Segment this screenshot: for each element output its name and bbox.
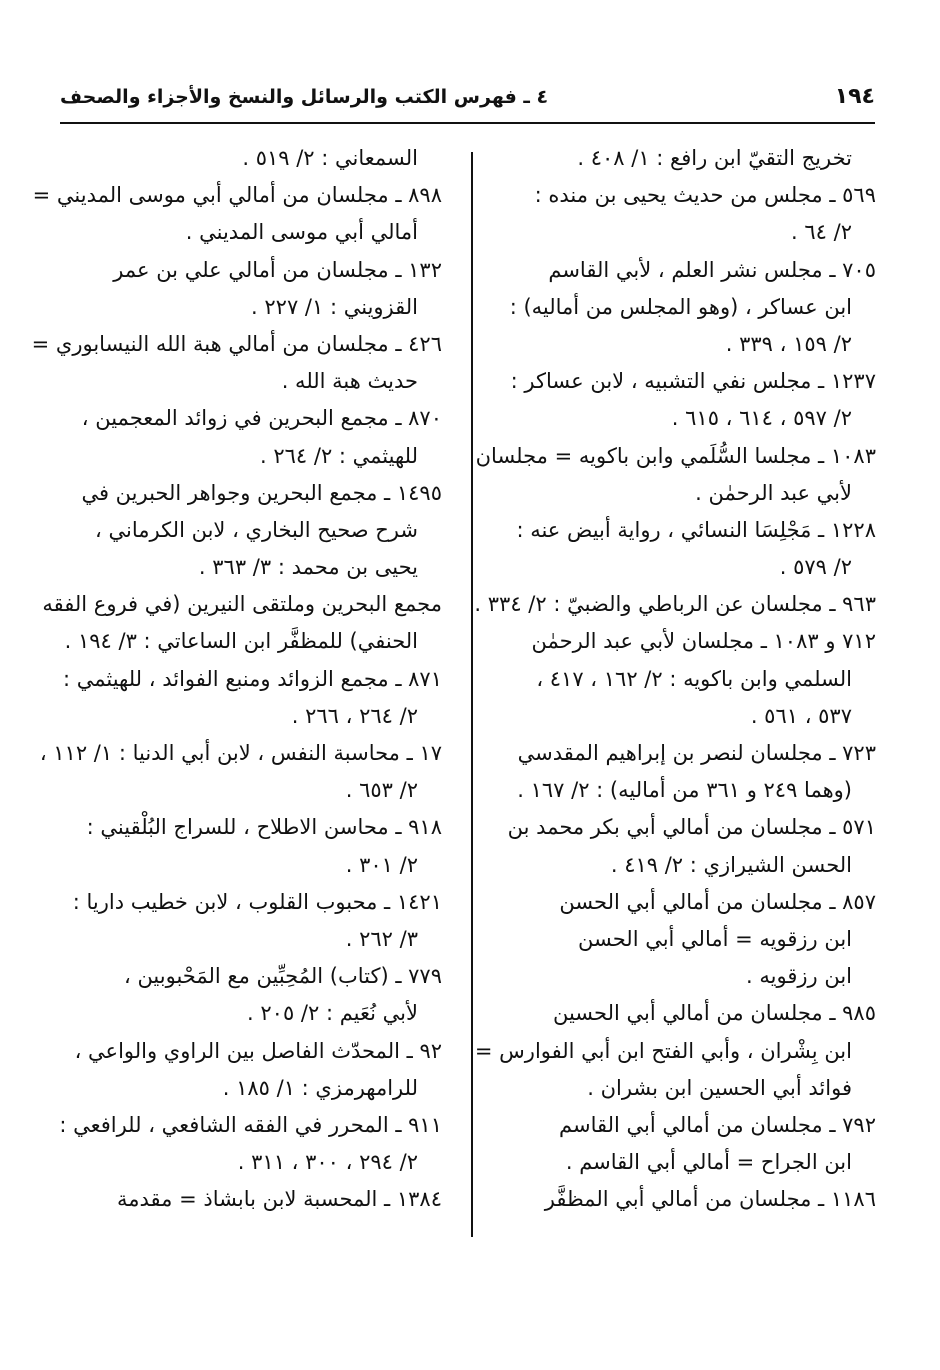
index-entry-line: تخريج التقيّ ابن رافع : ١/ ٤٠٨ . xyxy=(577,146,852,170)
index-entry-line: ٥٧١ ـ مجلسان من أمالي أبي بكر محمد بن xyxy=(507,815,876,840)
index-entry-line: ٣/ ٢٦٢ . xyxy=(345,926,418,951)
index-entry-line: أمالي أبي موسى المديني . xyxy=(185,220,418,245)
index-entry-line: ٧٩٢ ـ مجلسان من أمالي أبي القاسم xyxy=(559,1112,876,1137)
index-entry-line: ١٣٢ ـ مجلسان من أمالي علي بن عمر xyxy=(113,257,442,282)
index-entry-line: فوائد أبي الحسين ابن بشران . xyxy=(587,1075,852,1100)
index-entry-line: ٢/ ٥٧٩ . xyxy=(779,555,852,580)
index-entry-line: ٨٧٠ ـ مجمع البحرين في زوائد المعجمين ، xyxy=(81,406,442,431)
index-entry-line: ٢/ ٦٤ . xyxy=(791,220,852,245)
index-entry-line: السمعاني : ٢/ ٥١٩ . xyxy=(242,146,418,170)
index-entry-line: لأبي نُعَيم : ٢/ ٢٠٥ . xyxy=(247,1001,418,1026)
index-entry-line: الحسن الشيرازي : ٢/ ٤١٩ . xyxy=(610,852,852,877)
index-entry-line: ٩١١ ـ المحرر في الفقه الشافعي ، للرافعي : xyxy=(59,1112,442,1137)
index-entry-line: ١٢٣٧ ـ مجلس نفي التشبيه ، لابن عساكر : xyxy=(510,369,876,394)
index-entry-line: ٢/ ٢٩٤ ، ٣٠٠ ، ٣١١ . xyxy=(237,1150,418,1175)
index-entry-line: ١١٨٦ ـ مجلسان من أمالي أبي المظفَّر xyxy=(544,1187,876,1212)
index-entry-line: ٥٦٩ ـ مجلس من حديث يحيى بن منده : xyxy=(534,183,876,208)
index-entry-line: ١٠٨٣ ـ مجلسا السُّلَمي وابن باكويه = مجلسان xyxy=(475,443,876,468)
index-entry-line: ٢/ ٥٩٧ ، ٦١٤ ، ٦١٥ . xyxy=(671,406,852,431)
index-entry-line: يحيى بن محمد : ٣/ ٣٦٣ . xyxy=(198,555,418,580)
page-header xyxy=(60,82,875,124)
index-entry-line: (وهما ٢٤٩ و ٣٦١ من أماليه) : ٢/ ١٦٧ . xyxy=(517,778,852,803)
index-entry-line: ٢/ ٦٥٣ . xyxy=(345,778,418,803)
index-entry-line: ابن الجراح = أمالي أبي القاسم . xyxy=(565,1150,852,1175)
index-column-left xyxy=(31,140,442,1218)
index-entry-line: ٧٧٩ ـ (كتاب) المُحِبِّين مع المَحْبوبين ، xyxy=(123,964,442,989)
index-entry-line: ابن بِشْران ، وأبي الفتح ابن أبي الفوارس = xyxy=(474,1038,852,1063)
index-entry-line: ١٣٨٤ ـ المحسبة لابن بابشاذ = مقدمة xyxy=(117,1187,442,1212)
index-entry-line: ابن رزقويه = أمالي أبي الحسن xyxy=(578,926,852,951)
index-column-right xyxy=(474,140,876,1218)
index-entry-line: ١٧ ـ محاسبة النفس ، لابن أبي الدنيا : ١/ ١١٢ ، xyxy=(39,741,442,765)
column-divider xyxy=(471,152,473,1237)
index-entry-line: ١٤٩٥ ـ مجمع البحرين وجواهر الحبرين في xyxy=(81,480,442,505)
index-entry-line: ٨٧١ ـ مجمع الزوائد ومنبع الفوائد ، للهيثمي : xyxy=(62,666,442,691)
index-entry-line: ٩٨٥ ـ مجلسان من أمالي أبي الحسين xyxy=(552,1001,876,1026)
index-entry-line: القزويني : ١/ ٢٢٧ . xyxy=(251,294,418,319)
index-entry-line: ٧٠٥ ـ مجلس نشر العلم ، لأبي القاسم xyxy=(548,257,876,282)
running-title: ٤ ـ فهرس الكتب والرسائل والنسخ والأجزاء والصحف xyxy=(60,86,549,108)
index-entry-line: ٧١٢ و ١٠٨٣ ـ مجلسان لأبي عبد الرحمٰن xyxy=(531,629,876,654)
index-entry-line: ٢/ ٢٦٤ ، ٢٦٦ . xyxy=(291,703,418,728)
index-entry-line: شرح صحيح البخاري ، لابن الكرماني ، xyxy=(95,517,418,542)
index-entry-line: ٩٦٣ ـ مجلسان عن الرباطي والضبيّ : ٢/ ٣٣٤ . xyxy=(474,592,876,617)
index-entry-line: ٢/ ١٥٩ ، ٣٣٩ . xyxy=(725,331,852,356)
index-entry-line: للهيثمي : ٢/ ٢٦٤ . xyxy=(259,443,418,468)
index-entry-line: مجمع البحرين وملتقى النيرين (في فروع الفقه xyxy=(42,592,442,617)
index-entry-line: الحنفي) للمظفَّر ابن الساعاتي : ٣/ ١٩٤ . xyxy=(64,629,418,654)
index-entry-line: ابن عساكر ، (وهو المجلس من أماليه) : xyxy=(509,294,852,319)
index-entry-line: السلمي وابن باكويه : ٢/ ١٦٢ ، ٤١٧ ، xyxy=(536,666,852,691)
index-entry-line: ١٤٢١ ـ محبوب القلوب ، لابن خطيب داريا : xyxy=(72,889,442,914)
index-entry-line: ١٢٢٨ ـ مَجْلِسَا النسائي ، رواية أبيض عنه : xyxy=(516,517,876,542)
index-entry-line: لأبي عبد الرحمٰن . xyxy=(695,480,852,505)
index-entry-line: ٥٣٧ ، ٥٦١ . xyxy=(750,703,852,728)
index-entry-line: ٤٢٦ ـ مجلسان من أمالي هبة الله النيسابوري = xyxy=(31,331,442,356)
index-entry-line: ٨٩٨ ـ مجلسان من أمالي أبي موسى المديني = xyxy=(32,183,442,208)
index-entry-line: للرامهرمزي : ١/ ١٨٥ . xyxy=(222,1075,418,1100)
index-entry-line: ٧٢٣ ـ مجلسان لنصر بن إبراهيم المقدسي xyxy=(517,741,876,765)
index-entry-line: ٢/ ٣٠١ . xyxy=(345,852,418,877)
index-entry-line: ٩٢ ـ المحدّث الفاصل بين الراوي والواعي ، xyxy=(74,1038,442,1063)
index-entry-line: ٩١٨ ـ محاسن الاطلاح ، للسراج البُلْقيني : xyxy=(86,815,442,840)
index-entry-line: حديث هبة الله . xyxy=(281,369,418,394)
page-number: ١٩٤ xyxy=(834,84,875,109)
index-entry-line: ابن رزقويه . xyxy=(746,964,852,989)
index-entry-line: ٨٥٧ ـ مجلسان من أمالي أبي الحسن xyxy=(559,889,876,914)
